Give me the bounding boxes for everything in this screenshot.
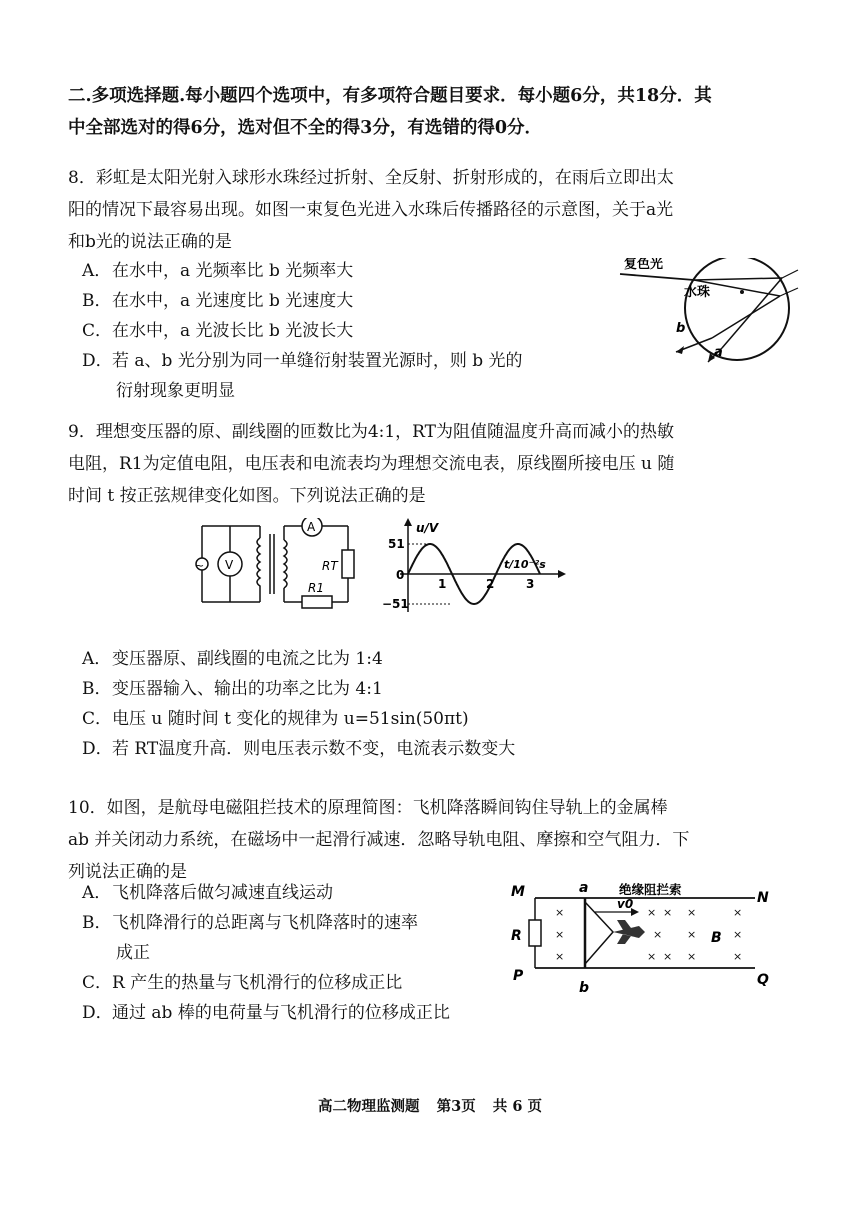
q10-stem-line1: 10．如图，是航母电磁阻拦技术的原理简图：飞机降落瞬间钩住导轨上的金属棒 bbox=[68, 798, 668, 818]
q9-option-a: A．变压器原、副线圈的电流之比为 1:4 bbox=[82, 649, 383, 669]
svg-text:×: × bbox=[647, 950, 657, 963]
graph-tick-3: 3 bbox=[526, 577, 535, 591]
label-field-b: B bbox=[711, 930, 722, 946]
label-n: N bbox=[757, 890, 769, 906]
svg-text:×: × bbox=[555, 906, 565, 919]
q9-voltage-graph bbox=[380, 516, 570, 616]
q10-option-a: A．飞机降落后做匀减速直线运动 bbox=[82, 883, 333, 903]
ammeter-label: A bbox=[307, 520, 316, 534]
q10-option-c: C．R 产生的热量与飞机滑行的位移成正比 bbox=[82, 973, 403, 993]
graph-tick-1: 1 bbox=[438, 577, 447, 591]
q9-stem-line2: 电阻，R1为定值电阻，电压表和电流表均为理想交流电表，原线圈所接电压 u 随 bbox=[68, 454, 675, 474]
q9-option-d: D．若 RT温度升高．则电压表示数不变，电流表示数变大 bbox=[82, 739, 516, 759]
q8-droplet-figure bbox=[612, 258, 802, 368]
label-b: b bbox=[579, 980, 590, 996]
graph-ymax: 51 bbox=[388, 537, 405, 551]
resistor-r1-label: R1 bbox=[308, 581, 324, 595]
footer-title: 高二物理监测题 bbox=[318, 1098, 420, 1115]
label-q: Q bbox=[757, 972, 769, 988]
svg-text:×: × bbox=[555, 950, 565, 963]
svg-text:×: × bbox=[687, 906, 697, 919]
svg-text:×: × bbox=[653, 928, 663, 941]
q8-option-a: A．在水中，a 光频率比 b 光频率大 bbox=[82, 261, 354, 281]
q10-option-b-continued: 成正 bbox=[116, 943, 150, 963]
q10-stem-line3: 列说法正确的是 bbox=[68, 862, 187, 882]
voltmeter-label: V bbox=[225, 558, 234, 572]
q8-stem-line2: 阳的情况下最容易出现。如图一束复色光进入水珠后传播路径的示意图，关于a光 bbox=[68, 200, 674, 220]
section-heading-line1: 二.多项选择题.每小题四个选项中，有多项符合题目要求．每小题6分，共18分．其 bbox=[68, 86, 712, 106]
droplet-light-label: 复色光 bbox=[624, 258, 664, 272]
ray-b-label: b bbox=[676, 321, 686, 336]
svg-text:×: × bbox=[647, 906, 657, 919]
svg-text:×: × bbox=[555, 928, 565, 941]
q8-option-d-continued: 衍射现象更明显 bbox=[116, 381, 235, 401]
droplet-label: 水珠 bbox=[684, 285, 711, 300]
label-cable: 绝缘阻拦索 bbox=[619, 882, 682, 897]
q9-stem-line1: 9．理想变压器的原、副线圈的匝数比为4:1，RT为阻值随温度升高而减小的热敏 bbox=[68, 422, 675, 442]
q8-option-d: D．若 a、b 光分别为同一单缝衍射装置光源时，则 b 光的 bbox=[82, 351, 523, 371]
label-v0: v0 bbox=[617, 897, 634, 911]
svg-text:×: × bbox=[663, 906, 673, 919]
footer-page: 第3页 bbox=[436, 1098, 476, 1115]
q10-rail-figure bbox=[505, 880, 777, 998]
q10-option-d: D．通过 ab 棒的电荷量与飞机滑行的位移成正比 bbox=[82, 1003, 450, 1023]
svg-text:×: × bbox=[687, 950, 697, 963]
footer-total: 共 6 页 bbox=[492, 1098, 542, 1115]
graph-tick-2: 2 bbox=[486, 577, 495, 591]
q9-circuit-diagram bbox=[190, 518, 370, 610]
ray-a-label: a bbox=[714, 345, 723, 360]
q9-option-b: B．变压器输入、输出的功率之比为 4:1 bbox=[82, 679, 383, 699]
svg-text:×: × bbox=[733, 950, 743, 963]
q10-option-b: B．飞机降滑行的总距离与飞机降落时的速率 bbox=[82, 913, 418, 933]
airplane-icon bbox=[613, 920, 645, 944]
svg-text:×: × bbox=[733, 928, 743, 941]
ac-source-symbol: ~ bbox=[195, 559, 205, 572]
graph-ymin: −51 bbox=[382, 597, 409, 611]
q10-stem-line2: ab 并关闭动力系统，在磁场中一起滑行减速．忽略导轨电阻、摩擦和空气阻力．下 bbox=[68, 830, 690, 850]
q9-stem-line3: 时间 t 按正弦规律变化如图。下列说法正确的是 bbox=[68, 486, 426, 506]
q9-option-c: C．电压 u 随时间 t 变化的规律为 u=51sin(50πt) bbox=[82, 709, 469, 729]
graph-origin: 0 bbox=[396, 568, 405, 582]
graph-ylabel: u/V bbox=[416, 521, 439, 535]
thermistor-label: RT bbox=[322, 559, 338, 573]
page-footer bbox=[0, 1095, 860, 1116]
graph-xlabel: t/10⁻²s bbox=[504, 558, 546, 571]
q8-option-c: C．在水中，a 光波长比 b 光波长大 bbox=[82, 321, 354, 341]
droplet-circle bbox=[685, 258, 789, 360]
q8-stem-line1: 8．彩虹是太阳光射入球形水珠经过折射、全反射、折射形成的，在雨后立即出太 bbox=[68, 168, 674, 188]
label-a: a bbox=[579, 880, 589, 896]
svg-text:×: × bbox=[687, 928, 697, 941]
q8-stem-line3: 和b光的说法正确的是 bbox=[68, 232, 232, 252]
arresting-cable bbox=[585, 902, 613, 964]
svg-text:×: × bbox=[663, 950, 673, 963]
section-heading-line2: 中全部选对的得6分，选对但不全的得3分，有选错的得0分． bbox=[68, 118, 543, 138]
label-m: M bbox=[511, 884, 525, 900]
q8-option-b: B．在水中，a 光速度比 b 光速度大 bbox=[82, 291, 354, 311]
label-r: R bbox=[511, 928, 522, 944]
resistor-r bbox=[529, 920, 541, 946]
svg-text:×: × bbox=[733, 906, 743, 919]
label-p: P bbox=[513, 968, 524, 984]
